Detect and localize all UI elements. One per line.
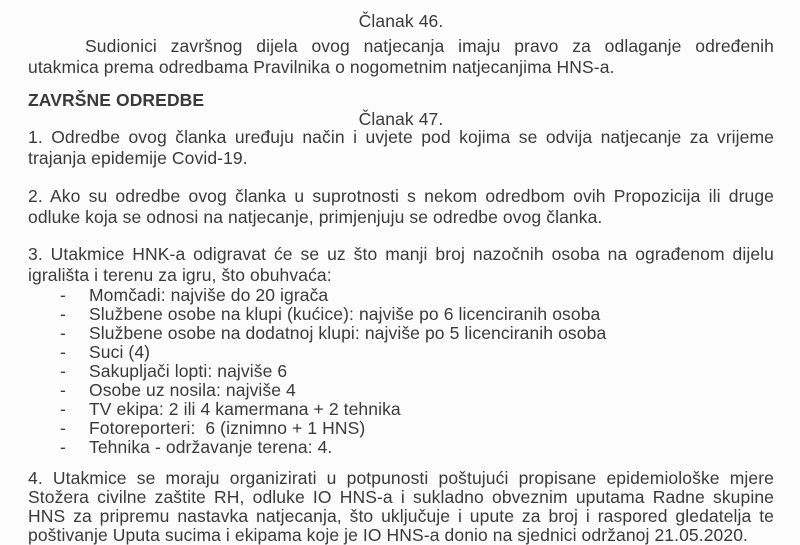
paragraph-line: 1. Odredbe ovog članka uređuju način i uvjete pod kojima se odvija natjecanje za vrijeme [28,127,774,147]
dash-bullet: - [60,380,66,400]
list-item [28,343,774,362]
dash-bullet: - [60,399,66,419]
list-item [28,419,774,438]
list-item [28,438,774,457]
dash-bullet: - [60,361,66,381]
clause-1 [28,127,774,169]
dash-bullet: - [60,285,66,305]
attendance-list [28,286,774,457]
list-item-text: Momčadi: najviše do 20 igrača [89,285,329,305]
paragraph-line: poštivanje Uputa sucima i ekipama koje je IO HNS-a donio na sjednici održanoj 21.05.2020. [28,525,748,545]
list-item [28,286,774,305]
dash-bullet: - [60,323,66,343]
section-heading-zavrsne-odredbe: ZAVRŠNE ODREDBE [28,90,205,110]
paragraph-line: HNS za pripremu nastavka natjecanja, što uključuje i upute za broj i raspored gledatelja te [28,506,774,526]
clause-4 [28,469,774,545]
list-item-text: Osobe uz nosila: najviše 4 [89,380,296,400]
list-item-text: Službene osobe na dodatnoj klupi: najviše po 5 licenciranih osoba [89,323,607,343]
paragraph-line: 4. Utakmice se moraju organizirati u potpunosti poštujući propisane epidemiološke mjere [28,468,774,488]
paragraph-line: 2. Ako su odredbe ovog članka u suprotnosti s nekom odredbom ovih Propozicija ili druge [28,186,774,206]
paragraph-line: igrališta i terenu za igru, što obuhvaća: [28,265,332,285]
paragraph-line: utakmica prema odredbama Pravilnika o nogometnim natjecanjima HNS-a. [28,57,615,77]
list-item-text: Fotoreporteri: 6 (iznimno + 1 HNS) [89,418,366,438]
article-47-title: Članak 47. [358,109,444,129]
paragraph-line: 3. Utakmice HNK-a odigravat će se uz što manji broj nazočnih osoba na ograđenom dijelu [28,244,774,264]
list-item [28,324,774,343]
list-item-text: Sakupljači lopti: najviše 6 [89,361,288,381]
list-item-text: Suci (4) [89,342,151,362]
paragraph-line: trajanja epidemije Covid-19. [28,148,248,168]
list-item [28,305,774,324]
dash-bullet: - [60,304,66,324]
dash-bullet: - [60,342,66,362]
list-item-text: Tehnika - održavanje terena: 4. [89,437,333,457]
paragraph-line: Stožera civilne zaštite RH, odluke IO HNS-a i sukladno obveznim uputama Radne skupine [28,487,774,507]
list-item [28,381,774,400]
dash-bullet: - [60,437,66,457]
list-item-text: Službene osobe na klupi (kućice): najviše po 6 licenciranih osoba [89,304,601,324]
paragraph-line: odluke koja se odnosi na natjecanje, primjenjuju se odredbe ovog članka. [28,207,603,227]
article-46-paragraph [28,36,774,78]
list-item [28,362,774,381]
list-item-text: TV ekipa: 2 ili 4 kamermana + 2 tehnika [89,399,401,419]
clause-3 [28,244,774,286]
article-46-title: Članak 46. [358,11,444,31]
list-item [28,400,774,419]
paragraph-line: Sudionici završnog dijela ovog natjecanja imaju pravo za odlaganje određenih [85,36,774,56]
dash-bullet: - [60,418,66,438]
clause-2 [28,186,774,228]
